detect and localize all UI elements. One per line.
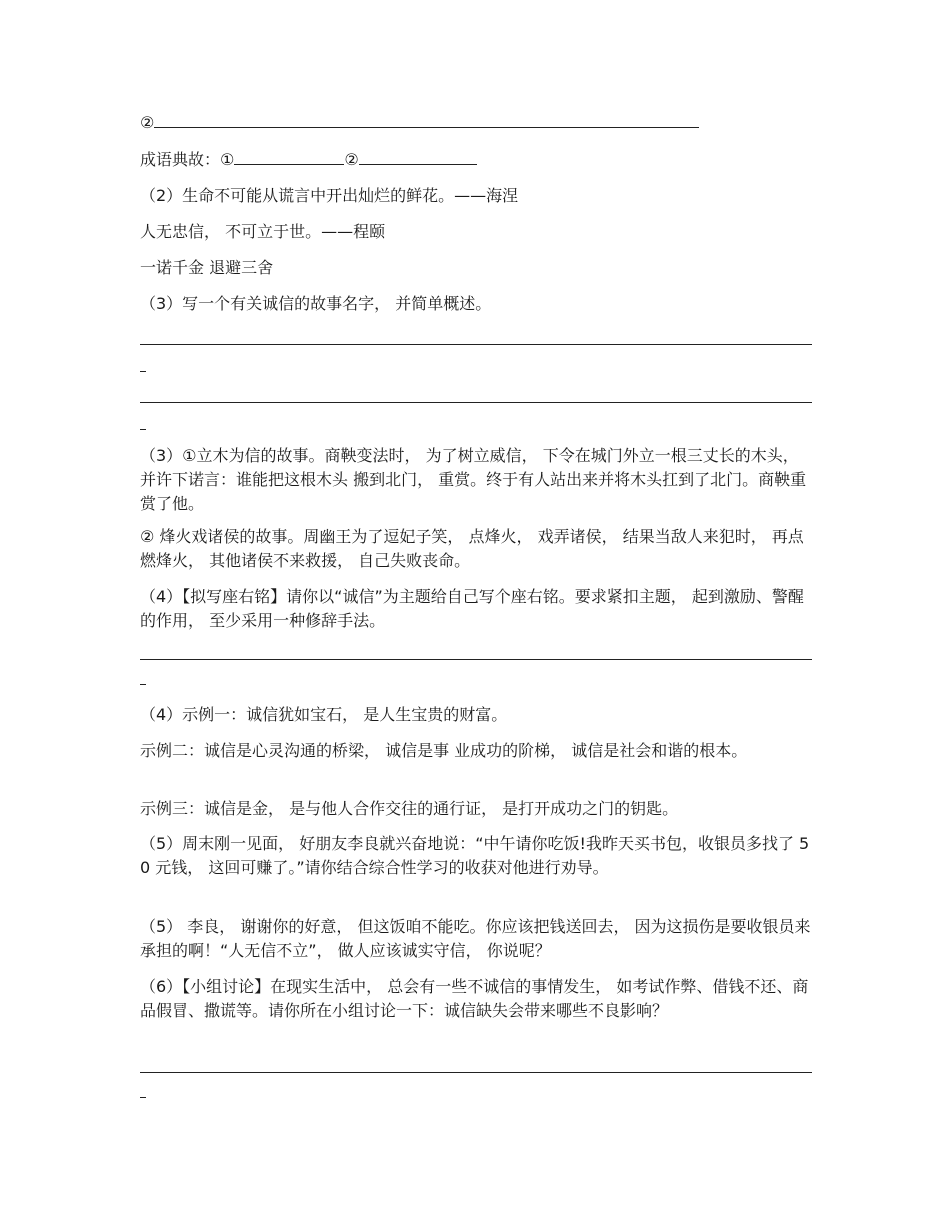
blank-2[interactable] — [154, 113, 699, 128]
q3-answer-1: （3）①立木为信的故事。商鞅变法时， 为了树立威信， 下令在城门外立一根三丈长的木头， 并许下诺言：谁能把这根木头 搬到北门， 重赏。终于有人站出来并将木头扛到了北门。商鞅重赏了他。 — [140, 446, 807, 513]
idiom-marker-2: ② — [344, 150, 359, 169]
idiom-story-line — [140, 149, 477, 171]
q3-answer-2: ② 烽火戏诸侯的故事。周幽王为了逗妃子笑， 点烽火， 戏弄诸侯， 结果当敌人来犯时， 再点燃烽火， 其他诸侯不来救援， 自己失败丧命。 — [140, 527, 804, 570]
q4-prompt: （4）【拟写座右铭】请你以“诚信”为主题给自己写个座右铭。要求紧扣主题， 起到激励、警醒的作用， 至少采用一种修辞手法。 — [140, 587, 804, 630]
q5-answer: （5） 李良， 谢谢你的好意， 但这饭咱不能吃。你应该把钱送回去， 因为这损伤是要收银员来承担的啊！“人无信不立”， 做人应该诚实守信， 你说呢？ — [140, 917, 811, 960]
answer-blank-line[interactable] — [140, 1072, 812, 1073]
idiom-label: 成语典故： — [140, 150, 221, 169]
answer-blank-line[interactable] — [140, 659, 812, 660]
answer-blank-stub — [140, 684, 146, 685]
q4-example-1: （4）示例一：诚信犹如宝石， 是人生宝贵的财富。 — [140, 705, 508, 724]
answer-blank-stub — [140, 371, 146, 372]
idiom-blank-2[interactable] — [359, 150, 477, 165]
q2-quote: 人无忠信， 不可立于世。——程颐 — [140, 222, 386, 241]
q5-prompt: （5）周末刚一见面， 好朋友李良就兴奋地说：“中午请你吃饭!我昨天买书包，收银员多找了 50 元钱， 这回可赚了。”请你结合综合性学习的收获对他进行劝导。 — [140, 834, 810, 877]
answer-line-2 — [140, 112, 699, 134]
answer-blank-stub — [140, 429, 146, 430]
answer-blank-stub — [140, 1097, 146, 1098]
idiom-blank-1[interactable] — [234, 150, 344, 165]
answer-blank-line[interactable] — [140, 402, 812, 403]
q6-prompt: （6）【小组讨论】在现实生活中， 总会有一些不诚信的事情发生， 如考试作弊、借钱不还、商品假冒、撒谎等。请你所在小组讨论一下：诚信缺失会带来哪些不良影响？ — [140, 977, 809, 1020]
idiom-marker-1: ① — [220, 150, 235, 169]
q4-example-2: 示例二：诚信是心灵沟通的桥梁， 诚信是事 业成功的阶梯， 诚信是社会和谐的根本。 — [140, 741, 748, 760]
q4-example-3: 示例三：诚信是金， 是与他人合作交往的通行证， 是打开成功之门的钥匙。 — [140, 799, 679, 818]
q2-idioms: 一诺千金 退避三舍 — [140, 258, 274, 277]
q2-intro: （2）生命不可能从谎言中开出灿烂的鲜花。——海涅 — [140, 186, 519, 205]
circle-2-marker: ② — [140, 113, 155, 132]
answer-blank-line[interactable] — [140, 344, 812, 345]
q3-prompt: （3）写一个有关诚信的故事名字， 并简单概述。 — [140, 294, 492, 313]
